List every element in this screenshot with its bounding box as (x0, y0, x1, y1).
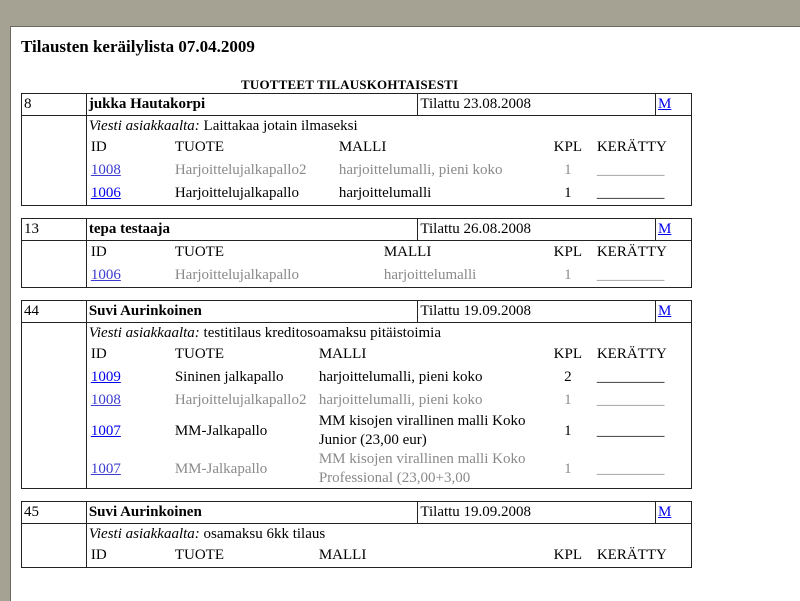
order-header-row (22, 94, 692, 116)
order-separator (22, 288, 692, 301)
m-link[interactable]: M (658, 96, 672, 112)
col-picked-header: KERÄTTY (596, 346, 667, 362)
col-picked-header: KERÄTTY (596, 139, 667, 155)
col-product-header: TUOTE (174, 346, 224, 362)
item-product: Harjoittelujalkapallo (174, 267, 299, 283)
customer-name: Suvi Aurinkoinen (86, 301, 418, 323)
item-picked: _________ (596, 392, 665, 408)
item-row (89, 412, 679, 450)
item-model: MM kisojen virallinen malli Koko Junior (23,00 eur) (318, 413, 526, 448)
item-id-cell (89, 159, 173, 182)
m-link[interactable]: M (658, 303, 672, 319)
order-date: Tilattu 19.09.2008 (418, 301, 656, 323)
col-qty-header: KPL (553, 244, 582, 260)
order-separator (22, 206, 692, 219)
m-link[interactable]: M (658, 504, 672, 520)
item-id-cell (89, 182, 173, 205)
items-table (89, 343, 679, 488)
item-id-cell (89, 412, 173, 450)
item-id-link[interactable]: 1009 (90, 369, 121, 385)
order-body-spacer (22, 524, 87, 568)
separator-cell (22, 206, 692, 219)
item-model: harjoittelumalli (383, 267, 477, 283)
item-model: harjoittelumalli, pieni koko (338, 162, 503, 178)
item-id-cell (89, 366, 173, 389)
order-body-row (22, 323, 692, 489)
message-text: testitilaus kreditosoamaksu pitäistoimia (203, 325, 441, 341)
separator-cell (22, 489, 692, 502)
message-text: osamaksu 6kk tilaus (203, 526, 326, 542)
col-qty-header: KPL (553, 346, 582, 362)
order-header-row (22, 301, 692, 323)
separator-cell (22, 288, 692, 301)
col-model-header: MALLI (318, 547, 367, 563)
items-table (89, 136, 679, 205)
item-qty: 1 (564, 162, 572, 178)
item-picked: _________ (596, 369, 665, 385)
customer-message (89, 524, 691, 544)
order-body (86, 524, 691, 568)
item-picked: _________ (596, 267, 665, 283)
col-qty-header: KPL (553, 547, 582, 563)
order-body (86, 323, 691, 489)
order-date: Tilattu 26.08.2008 (418, 219, 656, 241)
col-product-header: TUOTE (174, 244, 224, 260)
order-id: 8 (22, 94, 87, 116)
items-header-row (89, 136, 679, 159)
item-product: Harjoittelujalkapallo (174, 185, 299, 201)
order-body-row (22, 241, 692, 288)
m-link[interactable]: M (658, 221, 672, 237)
item-picked: _________ (596, 185, 665, 201)
item-qty: 2 (564, 369, 572, 385)
item-product: Harjoittelujalkapallo2 (174, 162, 307, 178)
item-id-cell (89, 450, 173, 488)
items-table (89, 241, 679, 287)
items-table (89, 544, 679, 567)
message-prefix: Viesti asiakkaalta: (88, 526, 200, 542)
item-product: Harjoittelujalkapallo2 (174, 392, 307, 408)
order-header-row (22, 219, 692, 241)
order-date: Tilattu 23.08.2008 (418, 94, 656, 116)
item-model: harjoittelumalli (338, 185, 432, 201)
item-row (89, 182, 679, 205)
item-row (89, 450, 679, 488)
m-cell (656, 219, 692, 241)
m-cell (656, 94, 692, 116)
order-id: 13 (22, 219, 87, 241)
order-body-spacer (22, 323, 87, 489)
item-id-link[interactable]: 1008 (90, 392, 121, 408)
item-id-link[interactable]: 1008 (90, 162, 121, 178)
m-cell (656, 301, 692, 323)
item-product: Sininen jalkapallo (174, 369, 284, 385)
item-product: MM-Jalkapallo (174, 422, 268, 439)
order-date: Tilattu 19.09.2008 (418, 502, 656, 524)
page-title: Tilausten keräilylista 07.04.2009 (21, 37, 255, 56)
item-model: MM kisojen virallinen malli Koko Professional (23,00+3,00 (318, 451, 526, 486)
item-model: harjoittelumalli, pieni koko (318, 369, 483, 385)
item-qty: 1 (564, 392, 572, 408)
order-header-row (22, 502, 692, 524)
col-model-header: MALLI (318, 346, 367, 362)
col-product-header: TUOTE (174, 139, 224, 155)
order-body-row (22, 524, 692, 568)
item-row (89, 159, 679, 182)
order-body-spacer (22, 241, 87, 288)
col-picked-header: KERÄTTY (596, 244, 667, 260)
order-body-spacer (22, 116, 87, 206)
col-model-header: MALLI (338, 139, 387, 155)
items-header-row (89, 241, 679, 264)
customer-name: Suvi Aurinkoinen (86, 502, 418, 524)
col-qty-header: KPL (553, 139, 582, 155)
col-id-header: ID (90, 139, 107, 155)
customer-name: jukka Hautakorpi (86, 94, 418, 116)
item-picked: _________ (596, 460, 665, 477)
item-row (89, 366, 679, 389)
message-prefix: Viesti asiakkaalta: (88, 325, 200, 341)
item-product: MM-Jalkapallo (174, 460, 268, 477)
col-picked-header: KERÄTTY (596, 547, 667, 563)
customer-message (89, 323, 691, 343)
items-header-row (89, 343, 679, 366)
message-text: Laittakaa jotain ilmaseksi (203, 118, 358, 134)
m-cell (656, 502, 692, 524)
order-body-row (22, 116, 692, 206)
item-id-link[interactable]: 1006 (90, 267, 121, 283)
order-body (86, 116, 691, 206)
item-picked: _________ (596, 422, 665, 439)
col-id-header: ID (90, 547, 107, 563)
item-id-cell (89, 264, 173, 287)
message-prefix: Viesti asiakkaalta: (88, 118, 200, 134)
customer-name: tepa testaaja (86, 219, 418, 241)
item-id-link[interactable]: 1007 (90, 460, 121, 477)
item-qty: 1 (564, 422, 572, 439)
items-header-row (89, 544, 679, 567)
col-id-header: ID (90, 244, 107, 260)
orders-table (21, 93, 692, 568)
item-qty: 1 (564, 185, 572, 201)
customer-message (89, 116, 691, 136)
order-id: 44 (22, 301, 87, 323)
item-id-link[interactable]: 1007 (90, 422, 121, 439)
item-qty: 1 (564, 267, 572, 283)
order-separator (22, 489, 692, 502)
item-row (89, 264, 679, 287)
item-picked: _________ (596, 162, 665, 178)
order-body (86, 241, 691, 288)
item-qty: 1 (564, 460, 572, 477)
order-id: 45 (22, 502, 87, 524)
col-product-header: TUOTE (174, 547, 224, 563)
col-model-header: MALLI (383, 244, 432, 260)
picking-list-page (10, 26, 800, 601)
section-title: TUOTTEET TILAUSKOHTAISESTI (241, 77, 459, 92)
item-id-link[interactable]: 1006 (90, 185, 121, 201)
item-row (89, 389, 679, 412)
item-id-cell (89, 389, 173, 412)
item-model: harjoittelumalli, pieni koko (318, 392, 483, 408)
col-id-header: ID (90, 346, 107, 362)
